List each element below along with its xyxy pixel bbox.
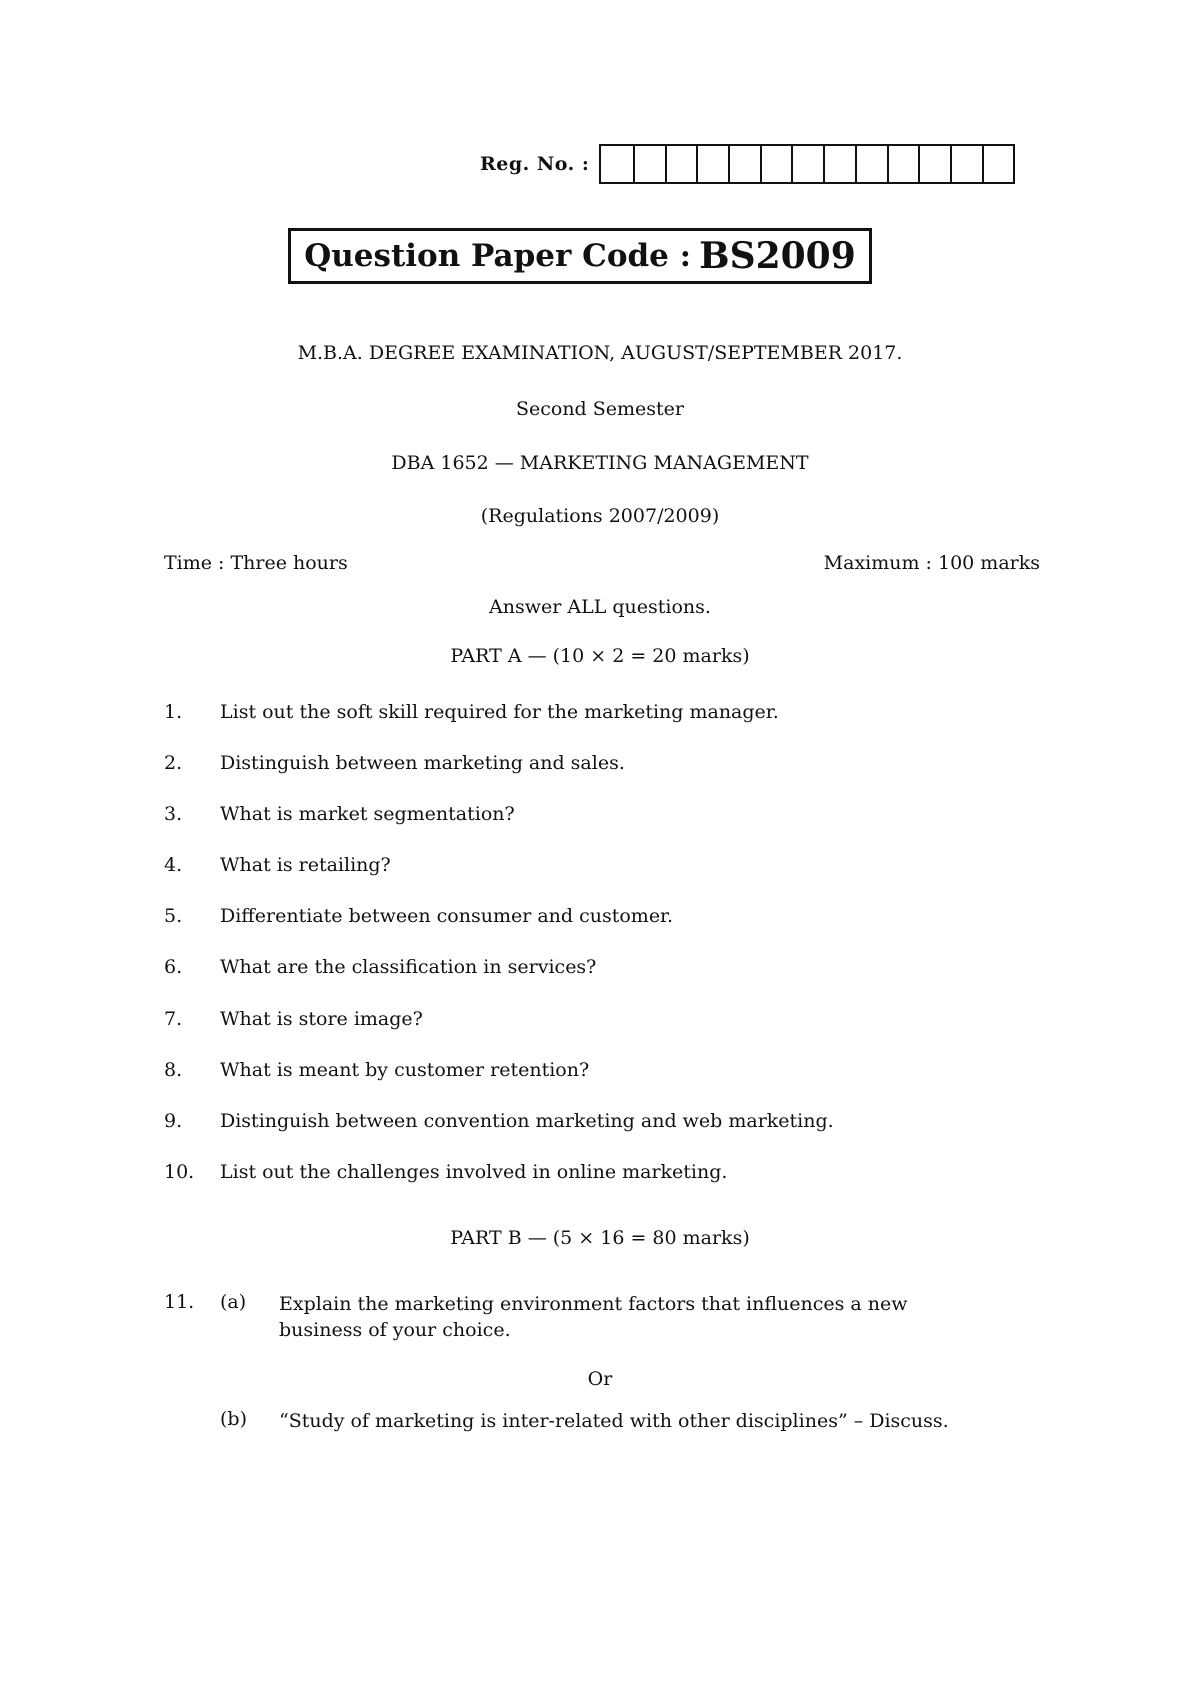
question-text: Distinguish between marketing and sales. [220,752,625,774]
question-text: What are the classification in services? [220,956,597,978]
reg-number-row [480,144,1015,184]
question-text: List out the challenges involved in online marketing. [220,1161,728,1183]
time-marks-row [164,552,1040,574]
reg-number-boxes [599,144,1015,184]
reg-number-box [982,146,1014,182]
question-number: 11. [164,1291,195,1313]
reg-number-box [696,146,728,182]
instruction: Answer ALL questions. [489,596,711,618]
reg-number-label: Reg. No. : [480,153,590,175]
reg-number-box [918,146,950,182]
reg-number-box [887,146,919,182]
question-number: 6. [164,956,183,978]
question-number: 8. [164,1059,183,1081]
question-number: 2. [164,752,183,774]
subject: DBA 1652 — MARKETING MANAGEMENT [391,452,809,474]
question-text: What is retailing? [220,854,391,876]
reg-number-box [760,146,792,182]
question-text: List out the soft skill required for the marketing manager. [220,701,779,723]
question-text: What is meant by customer retention? [220,1059,590,1081]
part-b-heading: PART B — (5 × 16 = 80 marks) [450,1227,750,1249]
reg-number-box [791,146,823,182]
maximum-marks: Maximum : 100 marks [823,552,1040,574]
part-a-heading: PART A — (10 × 2 = 20 marks) [450,645,750,667]
reg-number-box [633,146,665,182]
question-text: What is store image? [220,1008,423,1030]
option-b-label: (b) [220,1408,247,1430]
question-number: 9. [164,1110,183,1132]
question-number: 7. [164,1008,183,1030]
question-text: What is market segmentation? [220,803,515,825]
reg-number-box [950,146,982,182]
question-text: Distinguish between convention marketing and web marketing. [220,1110,834,1132]
reg-number-box [823,146,855,182]
option-b-text: “Study of marketing is inter-related with other disciplines” – Discuss. [279,1410,949,1432]
question-number: 3. [164,803,183,825]
question-number: 1. [164,701,183,723]
question-number: 5. [164,905,183,927]
exam-title: M.B.A. DEGREE EXAMINATION, AUGUST/SEPTEMBER 2017. [297,342,903,364]
reg-number-box [855,146,887,182]
question-paper-code-label: Question Paper Code : [304,238,692,274]
semester: Second Semester [515,398,684,420]
reg-number-box [728,146,760,182]
option-a-label: (a) [220,1291,247,1313]
question-paper-code: BS2009 [699,235,856,277]
question-number: 4. [164,854,183,876]
option-a-line-1: Explain the marketing environment factors that influences a new [279,1293,908,1315]
question-number: 10. [164,1161,195,1183]
question-paper-code-box [288,228,872,284]
reg-number-box [601,146,633,182]
time-allowed: Time : Three hours [164,552,348,574]
regulations: (Regulations 2007/2009) [480,505,720,527]
option-a-line-2: business of your choice. [279,1319,511,1341]
reg-number-box [665,146,697,182]
or-separator: Or [587,1368,613,1390]
question-text: Differentiate between consumer and customer. [220,905,674,927]
